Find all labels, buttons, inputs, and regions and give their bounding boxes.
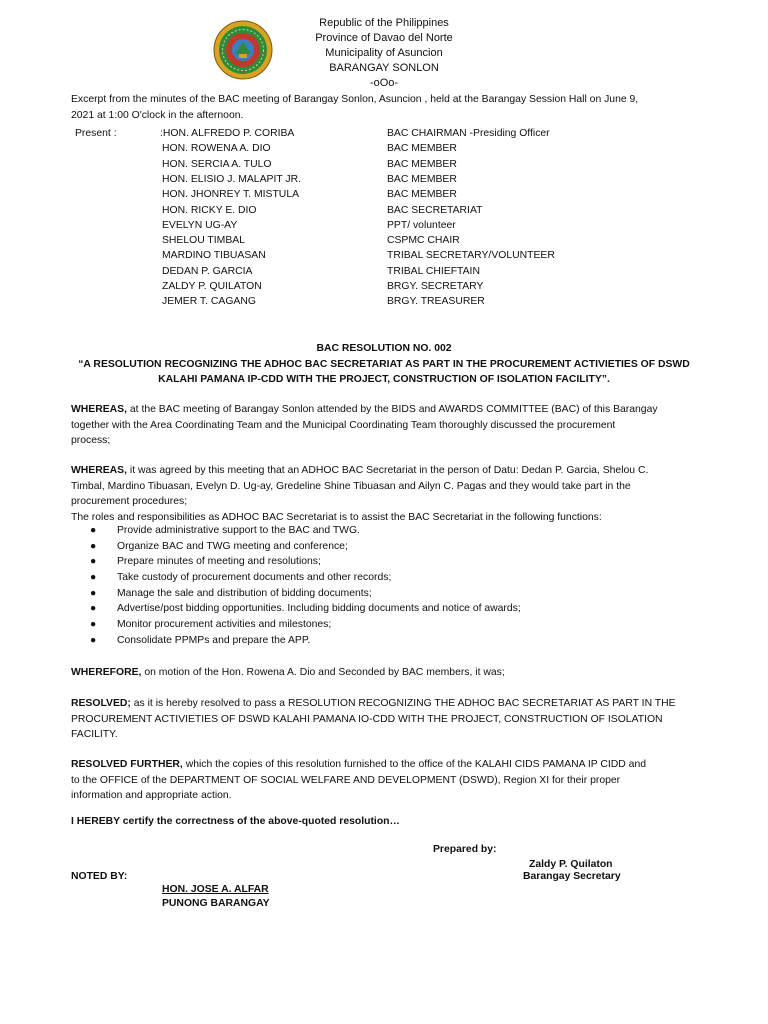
attendee-name: HON. ELISIO J. MALAPIT JR. <box>162 173 301 185</box>
attendee-role: BAC MEMBER <box>387 143 457 155</box>
attendee-name: MARDINO TIBUASAN <box>162 250 266 262</box>
document-header <box>284 16 484 91</box>
bullet-icon: ● <box>90 525 97 536</box>
attendee-name: HON. ROWENA A. DIO <box>162 143 271 155</box>
bullet-icon: ● <box>90 619 97 631</box>
header-province: Province of Davao del Norte <box>315 32 453 44</box>
seal-icon <box>213 20 273 80</box>
whereas-2-line-1: it was agreed by this meeting that an ADHOC BAC Secretariat in the person of Datu: Dedan P. Garcia, Shelou C. <box>127 465 649 476</box>
attendance-list <box>0 128 768 318</box>
preparer-title: Barangay Secretary <box>523 871 621 882</box>
attendance-row <box>0 159 768 174</box>
resolution-number: BAC RESOLUTION NO. 002 <box>316 343 452 354</box>
noted-by-label: NOTED BY: <box>71 871 128 882</box>
bullet-icon: ● <box>90 634 97 646</box>
attendance-row <box>0 143 768 158</box>
present-label: Present : <box>75 128 117 139</box>
list-item: ● Take custody of procurement documents and other records; <box>90 572 392 584</box>
resolved-further-lead: RESOLVED FURTHER, <box>71 759 183 770</box>
attendance-row <box>0 189 768 204</box>
attendance-row <box>0 235 768 250</box>
header-municipality: Municipality of Asuncion <box>325 47 443 59</box>
attendee-name: DEDAN P. GARCIA <box>162 265 253 277</box>
attendee-name: HON. SERCIA A. TULO <box>162 158 272 170</box>
header-separator: -oOo- <box>369 77 399 89</box>
attendance-row <box>0 250 768 265</box>
header-barangay: BARANGAY SONLON <box>329 62 439 74</box>
whereas-paragraph-1 <box>71 402 711 449</box>
whereas-paragraph-2 <box>71 463 711 525</box>
whereas-1-line-2: together with the Area Coordinating Team and the Municipal Coordinating Team thoroughly discussed the procurement <box>71 419 616 431</box>
attendee-role: BAC MEMBER <box>387 189 457 201</box>
attendee-role: BAC CHAIRMAN -Presiding Officer <box>387 128 550 139</box>
attendance-row <box>0 296 768 311</box>
attendee-role: BAC SECRETARIAT <box>387 204 483 216</box>
whereas-1-lead: WHEREAS, <box>71 404 127 415</box>
list-item: ● Organize BAC and TWG meeting and conference; <box>90 540 348 552</box>
attendee-role: TRIBAL SECRETARY/VOLUNTEER <box>387 250 555 262</box>
intro-line-2: 2021 at 1:00 O'clock in the afternoon. <box>71 109 244 121</box>
noter-name: HON. JOSE A. ALFAR <box>162 884 269 895</box>
header-republic: Republic of the Philippines <box>319 17 449 29</box>
barangay-seal <box>213 20 273 80</box>
list-item: ● Provide administrative support to the BAC and TWG. <box>90 525 360 536</box>
list-item: ● Advertise/post bidding opportunities. Including bidding documents and notice of awards; <box>90 603 521 615</box>
attendee-name: HON. RICKY E. DIO <box>162 204 257 216</box>
attendance-row <box>0 128 768 143</box>
functions-list <box>90 525 690 651</box>
prepared-by-label: Prepared by: <box>433 844 497 855</box>
attendee-role: BRGY. TREASURER <box>387 296 485 308</box>
bullet-icon: ● <box>90 572 97 584</box>
bullet-icon: ● <box>90 556 97 568</box>
attendee-name: ZALDY P. QUILATON <box>162 281 262 292</box>
resolved-further-line-3: information and appropriate action. <box>71 790 232 802</box>
attendee-name: HON. JHONREY T. MISTULA <box>162 189 300 201</box>
whereas-1-line-3: process; <box>71 435 111 447</box>
whereas-2-line-2: Timbal, Mardino Tibuasan, Evelyn D. Ug-ay, Gredeline Shine Tibuasan and Ailyn C. Pagas and they would take part in the <box>71 480 631 492</box>
attendance-row <box>0 174 768 189</box>
whereas-2-lead: WHEREAS, <box>71 465 127 476</box>
wherefore-text: on motion of the Hon. Rowena A. Dio and Seconded by BAC members, it was; <box>141 667 505 678</box>
attendee-role: BRGY. SECRETARY <box>387 281 484 292</box>
bullet-icon: ● <box>90 540 97 552</box>
list-item: ● Consolidate PPMPs and prepare the APP. <box>90 634 311 646</box>
resolved-further-line-1: which the copies of this resolution furnished to the office of the KALAHI CIDS PAMANA IP CIDD and <box>182 759 647 770</box>
attendee-role: TRIBAL CHIEFTAIN <box>387 265 480 277</box>
attendee-name: :HON. ALFREDO P. CORIBA <box>160 128 295 139</box>
attendee-role: BAC MEMBER <box>387 173 457 185</box>
resolved-lead: RESOLVED; <box>71 698 131 709</box>
resolved-line-3: FACILITY. <box>71 729 118 741</box>
bullet-icon: ● <box>90 587 97 599</box>
resolution-title-line-1: “A RESOLUTION RECOGNIZING THE ADHOC BAC SECRETARIAT AS PART IN THE PROCUREMENT ACTIVIETIES OF DSWD <box>78 358 690 370</box>
bullet-icon: ● <box>90 603 97 615</box>
list-item: ● Monitor procurement activities and milestones; <box>90 619 332 631</box>
resolution-title-line-2: KALAHI PAMANA IP-CDD WITH THE PROJECT, CONSTRUCTION OF ISOLATION FACILITY”. <box>158 374 610 386</box>
certification-statement: I HEREBY certify the correctness of the above-quoted resolution… <box>71 816 400 827</box>
attendee-name: EVELYN UG-AY <box>162 219 238 231</box>
intro-line-1: Excerpt from the minutes of the BAC meeting of Barangay Sonlon, Asuncion , held at the Barangay Session Hall on June 9, <box>71 94 639 105</box>
attendee-role: CSPMC CHAIR <box>387 235 460 247</box>
list-item: ● Manage the sale and distribution of bidding documents; <box>90 587 372 599</box>
whereas-2-line-4: The roles and responsibilities as ADHOC BAC Secretariat is to assist the BAC Secretariat in the following functions: <box>71 511 602 523</box>
resolved-further-line-2: to the OFFICE of the DEPARTMENT OF SOCIAL WELFARE AND DEVELOPMENT (DSWD), Region XI for their proper <box>71 774 621 786</box>
resolved-line-1: as it is hereby resolved to pass a RESOLUTION RECOGNIZING THE ADHOC BAC SECRETARIAT AS PART IN THE <box>130 698 676 709</box>
wherefore-paragraph <box>71 665 711 681</box>
attendee-name: SHELOU TIMBAL <box>162 235 245 247</box>
attendee-role: PPT/ volunteer <box>387 219 456 231</box>
resolved-further-paragraph <box>71 757 711 804</box>
attendance-row <box>0 220 768 235</box>
attendee-role: BAC MEMBER <box>387 158 457 170</box>
list-item: ● Prepare minutes of meeting and resolutions; <box>90 556 321 568</box>
attendee-name: JEMER T. CAGANG <box>162 296 256 308</box>
wherefore-lead: WHEREFORE, <box>71 667 142 678</box>
whereas-1-line-1: at the BAC meeting of Barangay Sonlon attended by the BIDS and AWARDS COMMITTEE (BAC) of this Barangay <box>127 404 658 415</box>
attendance-row <box>0 266 768 281</box>
noter-title: PUNONG BARANGAY <box>162 898 270 909</box>
resolution-heading <box>40 341 728 388</box>
attendance-row <box>0 205 768 220</box>
resolved-paragraph <box>71 696 711 743</box>
attendance-row <box>0 281 768 296</box>
intro-paragraph <box>71 92 711 123</box>
preparer-name: Zaldy P. Quilaton <box>529 859 613 870</box>
resolved-line-2: PROCUREMENT ACTIVIETIES OF DSWD KALAHI PAMANA IO-CDD WITH THE PROJECT, CONSTRUCTION OF ISOLATION <box>71 713 663 725</box>
whereas-2-line-3: procurement procedures; <box>71 496 188 508</box>
